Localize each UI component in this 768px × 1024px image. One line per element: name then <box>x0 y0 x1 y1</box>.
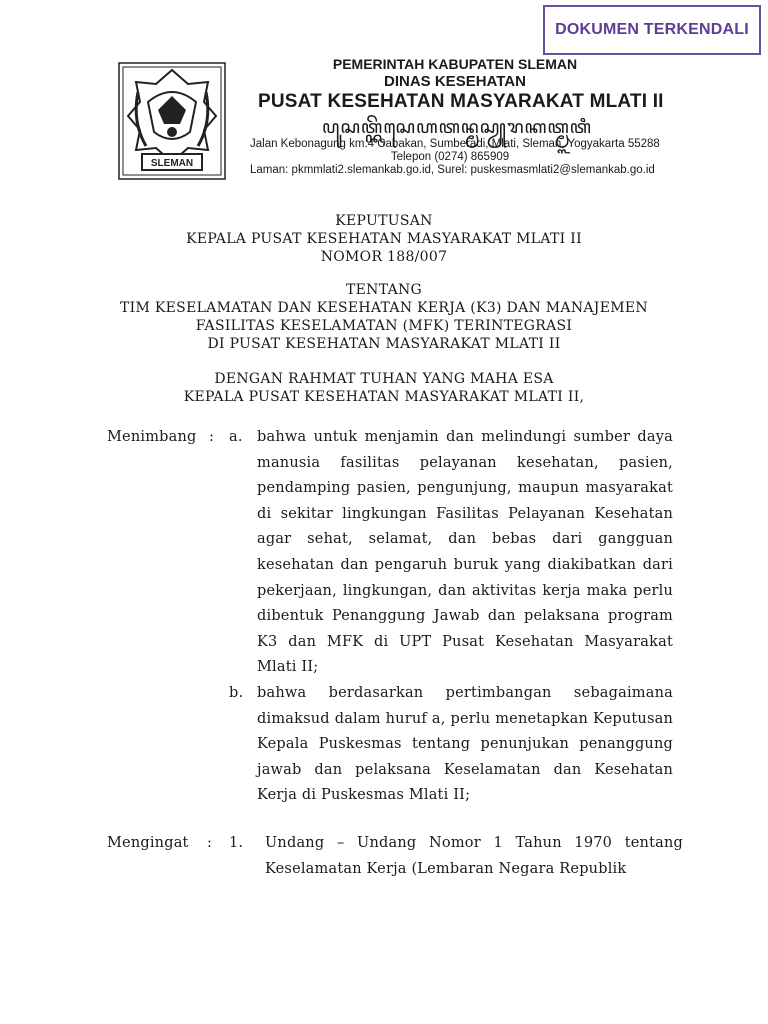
mengingat-label: Mengingat <box>107 835 189 851</box>
letterhead-javanese-script: ꦥꦸꦱꦠ꧀ꦏꦼꦱꦺꦲꦠꦤ꧀ꦩꦱꦾꦫꦏꦠ꧀ꦩ꧀ꦭꦠꦶ <box>322 117 592 137</box>
address-line: Jalan Kebonagung km.4 Cabakan, Sumberadi, Mlati, Sleman, Yogyakarta 55288 <box>250 138 660 150</box>
item-mark: b. <box>229 685 244 701</box>
signer-line: KEPALA PUSAT KESEHATAN MASYARAKAT MLATI II, <box>183 389 585 405</box>
decree-title <box>0 212 768 266</box>
letterhead <box>230 56 690 177</box>
decree-subject <box>0 281 768 353</box>
subject-line-1: TIM KESELAMATAN DAN KESEHATAN KERJA (K3) DAN MANAJEMEN <box>120 300 648 316</box>
letterhead-institution: PUSAT KESEHATAN MASYARAKAT MLATI II <box>258 91 664 112</box>
letterhead-agency: DINAS KESEHATAN <box>384 73 526 90</box>
controlled-document-stamp: DOKUMEN TERKENDALI <box>543 5 761 55</box>
mengingat-colon: : <box>207 835 213 851</box>
item-mark: a. <box>229 429 243 445</box>
blessing-line: DENGAN RAHMAT TUHAN YANG MAHA ESA <box>214 371 554 387</box>
logo-label: SLEMAN <box>150 158 194 169</box>
sleman-regency-logo <box>118 62 226 180</box>
subject-line-2: FASILITAS KESELAMATAN (MFK) TERINTEGRASI <box>195 318 573 334</box>
letterhead-address <box>250 138 690 177</box>
decree-preamble <box>0 370 768 406</box>
item-mark: 1. <box>229 835 244 851</box>
decree-issuer: KEPALA PUSAT KESEHATAN MASYARAKAT MLATI II <box>186 231 582 247</box>
menimbang-item-a: bahwa untuk menjamin dan melindungi sumber daya manusia fasilitas pelayanan kesehatan, pasien, pendamping pasien, pengunjung, maupun masyarakat di sekitar lingkungan Fasilitas Pelayanan Kesehatan agar sehat, selamat, dan bebas dari gangguan kesehatan dan pengaruh buruk yang diakibatkan dari pekerjaan, lingkungan, dan aktivitas kerja maka perlu dibentuk Penanggung Jawab dan pelaksana program K3 dan MFK di UPT Pusat Kesehatan Masyarakat Mlati II; <box>257 429 673 676</box>
phone-line: Telepon (0274) 865909 <box>390 151 510 163</box>
decree-number: NOMOR 188/007 <box>320 249 448 265</box>
menimbang-colon: : <box>209 429 215 445</box>
letterhead-government: PEMERINTAH KABUPATEN SLEMAN <box>332 56 578 72</box>
mengingat-item-1: Undang – Undang Nomor 1 Tahun 1970 tentang Keselamatan Kerja (Lembaran Negara Republik <box>265 835 683 877</box>
menimbang-item-b: bahwa berdasarkan pertimbangan sebagaimana dimaksud dalam huruf a, perlu menetapkan Keputusan Kepala Puskesmas tentang penunjukan penanggung jawab dan pelaksana Keselamatan dan Kesehatan Kerja di Puskesmas Mlati II; <box>257 685 673 804</box>
about-label: TENTANG <box>345 282 423 298</box>
menimbang-label: Menimbang <box>107 429 197 445</box>
decree-type: KEPUTUSAN <box>335 213 433 229</box>
web-line: Laman: pkmmlati2.slemankab.go.id, Surel: puskesmasmlati2@slemankab.go.id <box>250 164 655 176</box>
subject-line-3: DI PUSAT KESEHATAN MASYARAKAT MLATI II <box>207 336 561 352</box>
